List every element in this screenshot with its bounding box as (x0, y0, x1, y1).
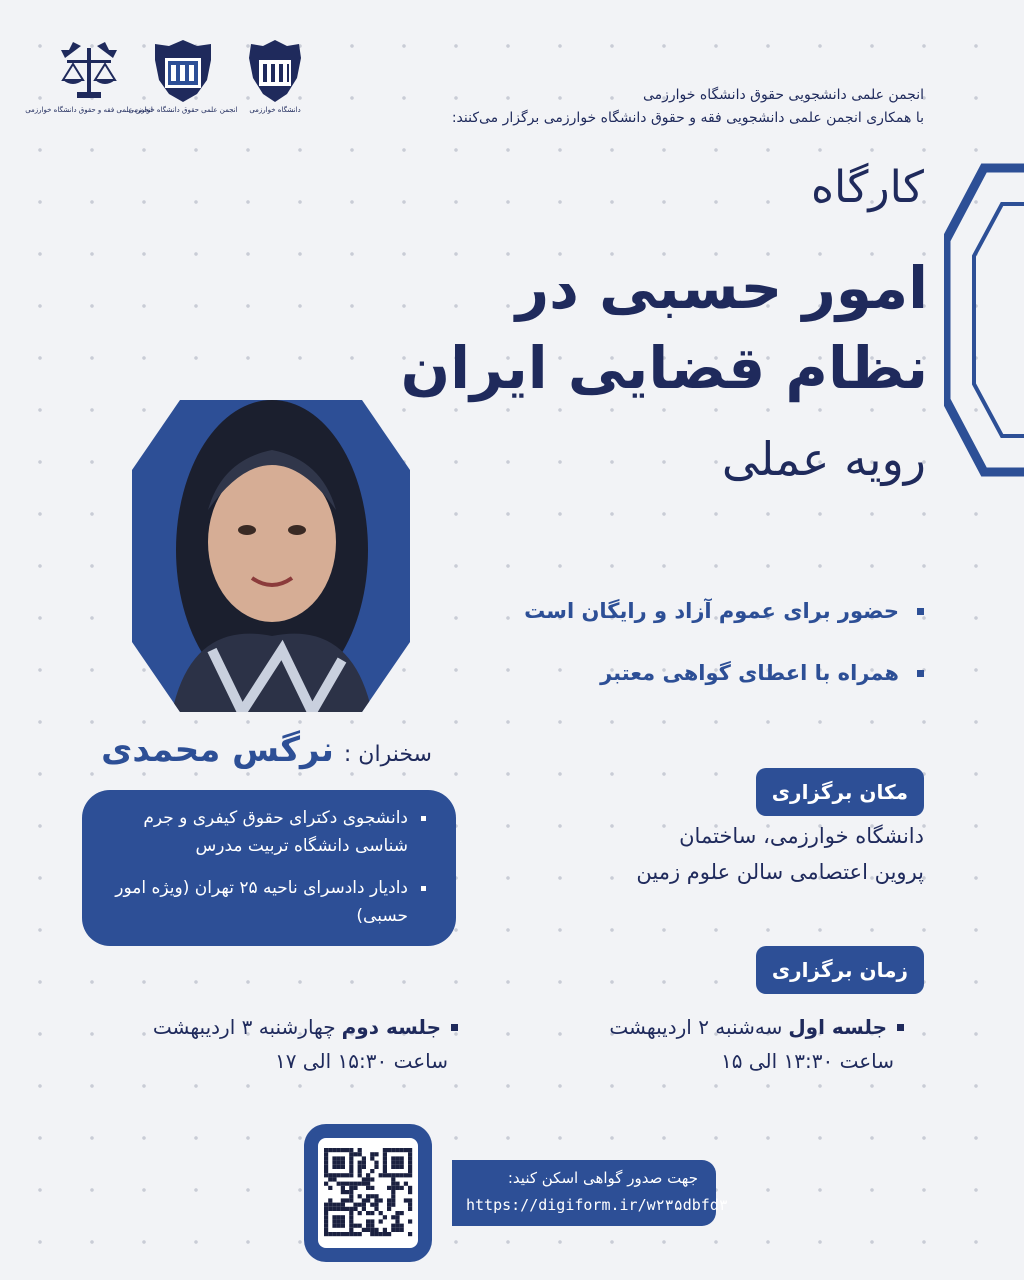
qr-code-card[interactable] (304, 1124, 432, 1262)
feature-text: همراه با اعطای گواهی معتبر (600, 661, 899, 685)
event-kicker: کارگاه (810, 162, 924, 213)
bullet-icon (917, 670, 924, 677)
feature-item (424, 642, 924, 704)
certificate-box (452, 1160, 728, 1226)
speaker-label: سخنران : (343, 742, 432, 767)
session-time: ساعت ۱۵:۳۰ الی ۱۷ (274, 1049, 448, 1073)
certificate-label: جهت صدور گواهی اسکن کنید: (507, 1169, 698, 1187)
feature-item (424, 580, 924, 642)
venue-line: پروین اعتصامی سالن علوم زمین (636, 860, 924, 884)
bullet-icon (451, 1024, 458, 1031)
session-first (609, 1010, 904, 1078)
speaker-heading (101, 730, 432, 770)
bullet-icon (897, 1024, 904, 1031)
event-subtitle: رویه عملی (721, 432, 926, 486)
feature-list (424, 580, 924, 704)
event-title-line: امور حسبی در (515, 254, 928, 322)
organizer-text (364, 84, 924, 130)
qr-code-icon[interactable] (318, 1138, 418, 1248)
session-time: ساعت ۱۳:۳۰ الی ۱۵ (720, 1049, 894, 1073)
law-association-emblem-icon (153, 38, 213, 104)
session-label: جلسه اول (788, 1015, 887, 1039)
session-second (153, 1010, 458, 1078)
event-title (308, 248, 928, 408)
schedule-heading: زمان برگزاری (756, 946, 924, 994)
university-emblem-icon (247, 38, 303, 104)
speaker-name: نرگس محمدی (101, 730, 334, 770)
venue-address (544, 818, 924, 890)
session-date: چهارشنبه ۳ اردیبهشت (152, 1015, 336, 1039)
bullet-icon (917, 608, 924, 615)
organizer-line: انجمن علمی دانشجویی حقوق دانشگاه خوارزمی (642, 87, 924, 103)
feature-text: حضور برای عموم آزاد و رایگان است (524, 599, 899, 623)
bio-item: دانشجوی دکترای حقوق کیفری و جرم شناسی دانشگاه تربیت مدرس (104, 804, 426, 860)
logo-caption: انجمن علمی حقوق دانشگاه خوارزمی (128, 106, 238, 114)
session-label: جلسه دوم (341, 1015, 441, 1039)
organizer-line: با همکاری انجمن علمی دانشجویی فقه و حقوق دانشگاه خوارزمی برگزار می‌کنند: (451, 110, 924, 126)
hexagon-decoration (944, 160, 1024, 480)
bio-item: دادیار دادسرای ناحیه ۲۵ تهران (ویژه امور حسبی) (104, 874, 426, 930)
scale-of-justice-icon (59, 38, 119, 104)
logo-caption: دانشگاه خوارزمی (249, 106, 301, 114)
university-logo (240, 38, 310, 128)
justice-scale-logo (25, 38, 153, 128)
logo-caption: انجمن علمی فقه و حقوق دانشگاه خوارزمی (25, 106, 153, 114)
speaker-photo (132, 400, 410, 712)
venue-heading: مکان برگزاری (756, 768, 924, 816)
session-date: سه‌شنبه ۲ اردیبهشت (609, 1015, 783, 1039)
law-association-logo (128, 38, 238, 128)
certificate-link[interactable]: https://digiform.ir/w۲۳۵dbfd۳ (466, 1196, 728, 1214)
event-title-line: نظام قضایی ایران (400, 334, 928, 402)
speaker-bio (82, 790, 456, 946)
venue-line: دانشگاه خوارزمی، ساختمان (679, 824, 924, 848)
